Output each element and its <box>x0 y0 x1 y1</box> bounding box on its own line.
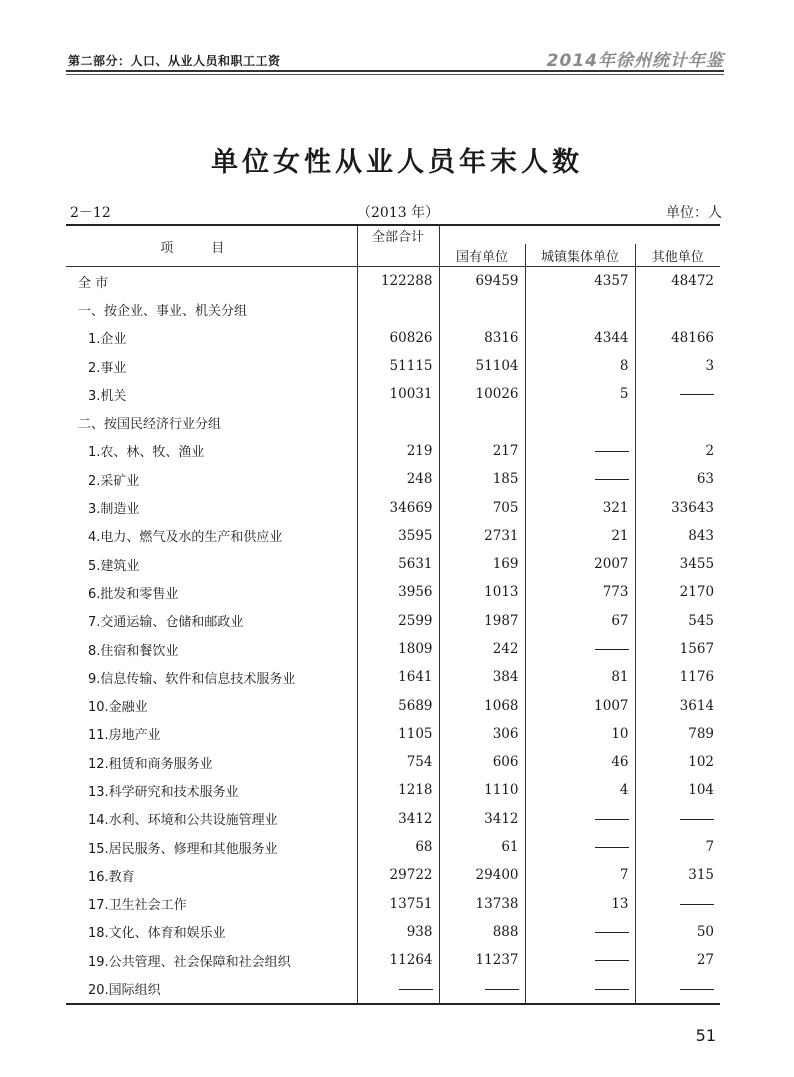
cell-total: 51115 <box>357 352 439 380</box>
cell-other: 3614 <box>679 697 715 714</box>
cell-collective: 4 <box>525 776 635 804</box>
cell-collective: 10 <box>525 720 635 748</box>
cell-state: 242 <box>439 635 525 663</box>
cell-other: 843 <box>688 527 715 544</box>
not-applicable-dash <box>595 989 629 990</box>
row-label: 17.卫生社会工作 <box>66 890 357 918</box>
table-row <box>66 550 720 578</box>
not-applicable-dash <box>595 819 629 820</box>
cell-state: 705 <box>439 493 525 521</box>
cell-total: 938 <box>357 918 439 946</box>
cell-collective: 321 <box>525 493 635 521</box>
column-header-other: 其他单位 <box>635 244 720 267</box>
cell-state: 1068 <box>439 691 525 719</box>
table-row <box>66 437 720 465</box>
cell-total: 68 <box>357 833 439 861</box>
cell-collective: 21 <box>525 522 635 550</box>
row-label: 3.制造业 <box>66 493 357 521</box>
cell-other: 789 <box>688 725 715 742</box>
not-applicable-dash <box>680 394 714 395</box>
not-applicable-dash <box>485 989 519 990</box>
table-unit: 单位：人 <box>666 205 722 221</box>
cell-collective: 81 <box>525 663 635 691</box>
cell-other <box>635 408 720 436</box>
table-row <box>66 607 720 635</box>
row-label: 13.科学研究和技术服务业 <box>66 776 357 804</box>
table-row <box>66 805 720 833</box>
not-applicable-dash <box>595 451 629 452</box>
cell-total: 5631 <box>357 550 439 578</box>
table-row <box>66 691 720 719</box>
cell-other <box>635 380 720 408</box>
row-label: 7.交通运输、仓储和邮政业 <box>66 607 357 635</box>
cell-other: 33643 <box>671 499 715 516</box>
cell-collective <box>525 946 635 974</box>
column-header-state: 国有单位 <box>439 244 525 267</box>
header-rule <box>66 70 724 72</box>
table-row <box>66 493 720 521</box>
cell-other: 1567 <box>679 641 715 657</box>
cell-other <box>635 974 720 1003</box>
cell-total: 5689 <box>357 691 439 719</box>
table-row <box>66 465 720 493</box>
row-label: 3.机关 <box>66 380 357 408</box>
row-label: 全 市 <box>66 267 357 296</box>
cell-collective <box>525 408 635 436</box>
cell-collective <box>525 833 635 861</box>
row-label: 12.租赁和商务服务业 <box>66 748 357 776</box>
cell-total: 122288 <box>357 267 439 296</box>
cell-state: 185 <box>439 465 525 493</box>
cell-total: 13751 <box>357 890 439 918</box>
row-label: 5.建筑业 <box>66 550 357 578</box>
cell-total <box>357 974 439 1003</box>
cell-collective: 13 <box>525 890 635 918</box>
cell-other: 545 <box>688 612 715 629</box>
table-row <box>66 295 720 323</box>
row-label: 15.居民服务、修理和其他服务业 <box>66 833 357 861</box>
table-row <box>66 635 720 663</box>
table-row <box>66 380 720 408</box>
cell-state: 13738 <box>439 890 525 918</box>
cell-collective <box>525 465 635 493</box>
table-row <box>66 748 720 776</box>
cell-state: 306 <box>439 720 525 748</box>
cell-collective: 1007 <box>525 691 635 719</box>
table-row <box>66 776 720 804</box>
not-applicable-dash <box>595 847 629 848</box>
cell-collective: 7 <box>525 861 635 889</box>
row-label: 18.文化、体育和娱乐业 <box>66 918 357 946</box>
table-row <box>66 890 720 918</box>
cell-total: 29722 <box>357 861 439 889</box>
column-header-collective: 城镇集体单位 <box>525 244 635 267</box>
cell-state: 69459 <box>439 267 525 296</box>
table-row <box>66 918 720 946</box>
cell-other: 63 <box>696 471 715 488</box>
cell-total: 34669 <box>357 493 439 521</box>
cell-other <box>635 805 720 833</box>
cell-state: 1110 <box>439 776 525 804</box>
row-label: 14.水利、环境和公共设施管理业 <box>66 805 357 833</box>
page-number: 51 <box>695 1026 716 1045</box>
cell-state: 169 <box>439 550 525 578</box>
cell-total <box>357 295 439 323</box>
row-label: 8.住宿和餐饮业 <box>66 635 357 663</box>
row-label: 1.农、林、牧、渔业 <box>66 437 357 465</box>
cell-collective <box>525 918 635 946</box>
table-body <box>66 267 720 1004</box>
cell-collective: 4357 <box>525 267 635 296</box>
row-label: 20.国际组织 <box>66 974 357 1003</box>
cell-other <box>635 890 720 918</box>
not-applicable-dash <box>680 819 714 820</box>
table-row <box>66 946 720 974</box>
cell-total: 1809 <box>357 635 439 663</box>
table-row <box>66 522 720 550</box>
table-code: 2－12 <box>70 205 111 221</box>
page-title: 单位女性从业人员年末人数 <box>211 147 583 178</box>
running-header-section: 第二部分：人口、从业人员和职工工资 <box>68 54 281 68</box>
cell-state: 2731 <box>439 522 525 550</box>
cell-state: 217 <box>439 437 525 465</box>
row-label: 6.批发和零售业 <box>66 578 357 606</box>
cell-collective <box>525 437 635 465</box>
row-label: 2.采矿业 <box>66 465 357 493</box>
cell-other: 3 <box>705 358 715 375</box>
row-label: 2.事业 <box>66 352 357 380</box>
cell-collective: 8 <box>525 352 635 380</box>
row-label: 二、按国民经济行业分组 <box>66 408 357 436</box>
row-label: 1.企业 <box>66 324 357 352</box>
header-rule-thin <box>66 74 724 75</box>
cell-total: 1218 <box>357 776 439 804</box>
cell-other: 7 <box>705 839 715 856</box>
row-label: 一、按企业、事业、机关分组 <box>66 295 357 323</box>
cell-collective: 773 <box>525 578 635 606</box>
row-label: 16.教育 <box>66 861 357 889</box>
cell-state: 1987 <box>439 607 525 635</box>
row-label: 4.电力、燃气及水的生产和供应业 <box>66 522 357 550</box>
cell-state: 29400 <box>439 861 525 889</box>
cell-total: 3956 <box>357 578 439 606</box>
cell-state: 3412 <box>439 805 525 833</box>
table-row <box>66 833 720 861</box>
cell-total: 1641 <box>357 663 439 691</box>
not-applicable-dash <box>595 960 629 961</box>
cell-collective: 46 <box>525 748 635 776</box>
cell-state: 11237 <box>439 946 525 974</box>
cell-total <box>357 408 439 436</box>
cell-other: 48472 <box>671 273 715 290</box>
table-row <box>66 352 720 380</box>
cell-collective <box>525 295 635 323</box>
cell-other: 315 <box>688 867 715 884</box>
cell-state: 384 <box>439 663 525 691</box>
cell-other: 2 <box>705 442 715 459</box>
cell-state <box>439 295 525 323</box>
cell-state <box>439 408 525 436</box>
table-row <box>66 578 720 606</box>
row-label: 9.信息传输、软件和信息技术服务业 <box>66 663 357 691</box>
column-header-total: 全部合计 <box>357 225 439 267</box>
cell-other: 3455 <box>679 556 715 573</box>
cell-total: 3595 <box>357 522 439 550</box>
cell-state <box>439 974 525 1003</box>
table-row <box>66 267 720 296</box>
table-row <box>66 408 720 436</box>
cell-other: 102 <box>688 754 715 771</box>
cell-collective <box>525 805 635 833</box>
cell-other: 2170 <box>679 584 715 601</box>
cell-collective <box>525 635 635 663</box>
cell-other: 1176 <box>679 669 715 686</box>
data-table <box>66 224 720 1005</box>
table-row <box>66 663 720 691</box>
column-header-item: 项目 <box>66 225 357 267</box>
not-applicable-dash <box>595 649 629 650</box>
cell-other: 27 <box>696 952 715 969</box>
not-applicable-dash <box>680 989 714 990</box>
cell-total: 2599 <box>357 607 439 635</box>
cell-total: 248 <box>357 465 439 493</box>
cell-other <box>635 295 720 323</box>
row-label: 11.房地产业 <box>66 720 357 748</box>
cell-total: 1105 <box>357 720 439 748</box>
cell-total: 11264 <box>357 946 439 974</box>
not-applicable-dash <box>595 479 629 480</box>
cell-state: 61 <box>439 833 525 861</box>
cell-state: 8316 <box>439 324 525 352</box>
row-label: 10.金融业 <box>66 691 357 719</box>
table-row <box>66 974 720 1003</box>
cell-state: 10026 <box>439 380 525 408</box>
row-label: 19.公共管理、社会保障和社会组织 <box>66 946 357 974</box>
cell-other: 48166 <box>671 329 715 346</box>
cell-total: 3412 <box>357 805 439 833</box>
cell-state: 1013 <box>439 578 525 606</box>
cell-total: 10031 <box>357 380 439 408</box>
cell-collective: 4344 <box>525 324 635 352</box>
cell-total: 219 <box>357 437 439 465</box>
not-applicable-dash <box>399 989 433 990</box>
table-row <box>66 861 720 889</box>
cell-total: 60826 <box>357 324 439 352</box>
table-row <box>66 720 720 748</box>
cell-total: 754 <box>357 748 439 776</box>
cell-collective: 2007 <box>525 550 635 578</box>
not-applicable-dash <box>595 932 629 933</box>
cell-collective <box>525 974 635 1003</box>
cell-other: 50 <box>696 923 715 940</box>
not-applicable-dash <box>680 904 714 905</box>
cell-collective: 5 <box>525 380 635 408</box>
running-header-yearbook: 2014年徐州统计年鉴 <box>546 51 724 71</box>
cell-state: 606 <box>439 748 525 776</box>
cell-other: 104 <box>688 782 715 799</box>
cell-state: 888 <box>439 918 525 946</box>
table-row <box>66 324 720 352</box>
table-year-note: （2013 年） <box>357 205 440 221</box>
cell-collective: 67 <box>525 607 635 635</box>
cell-state: 51104 <box>439 352 525 380</box>
